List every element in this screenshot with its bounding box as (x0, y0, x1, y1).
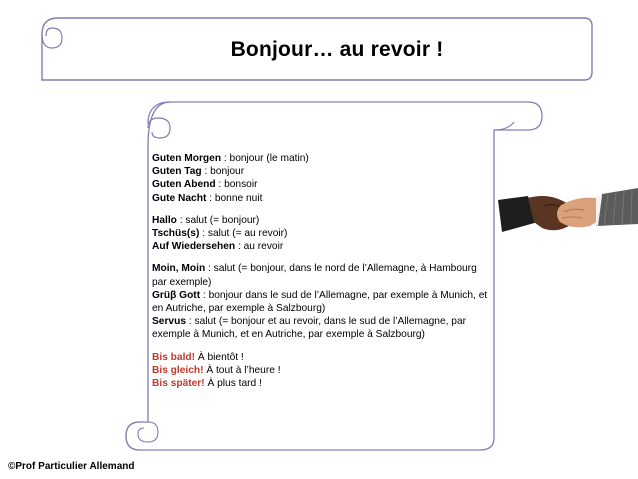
list-item: Bis bald! À bientôt ! (152, 351, 244, 363)
list-item: Grüβ Gott : bonjour dans le sud de l’Allemagne, par exemple à Munich, et en Autriche, par exemple à Salzbourg) (152, 289, 488, 315)
list-item: Servus : salut (= bonjour et au revoir, dans le sud de l’Allemagne, par exemple à Munich, et en Autriche, par exemple à Salzbourg) (152, 316, 467, 341)
spacer (152, 342, 492, 351)
list-item: Guten Tag : bonjour (152, 166, 245, 178)
list-item: Bis später! À plus tard ! (152, 378, 262, 390)
title-banner (36, 14, 598, 86)
copyright-footer: ©Prof Particulier Allemand (8, 461, 135, 472)
list-item: Moin, Moin : salut (= bonjour, dans le nord de l’Allemagne, à Hambourg par exemple) (152, 263, 477, 288)
list-item: Bis gleich! À tout à l’heure ! (152, 364, 281, 376)
vocabulary-list (152, 152, 492, 390)
list-item: Gute Nacht : bonne nuit (152, 192, 263, 204)
list-item: Auf Wiedersehen : au revoir (152, 241, 284, 253)
spacer (152, 253, 492, 262)
list-item: Guten Morgen : bonjour (le matin) (152, 153, 309, 164)
list-item: Guten Abend : bonsoir (152, 179, 258, 191)
handshake-image (498, 182, 638, 252)
page-title: Bonjour… au revoir ! (230, 38, 444, 61)
list-item: Tschüs(s) : salut (= au revoir) (152, 228, 288, 240)
spacer (152, 205, 492, 214)
list-item: Hallo : salut (= bonjour) (152, 214, 260, 226)
